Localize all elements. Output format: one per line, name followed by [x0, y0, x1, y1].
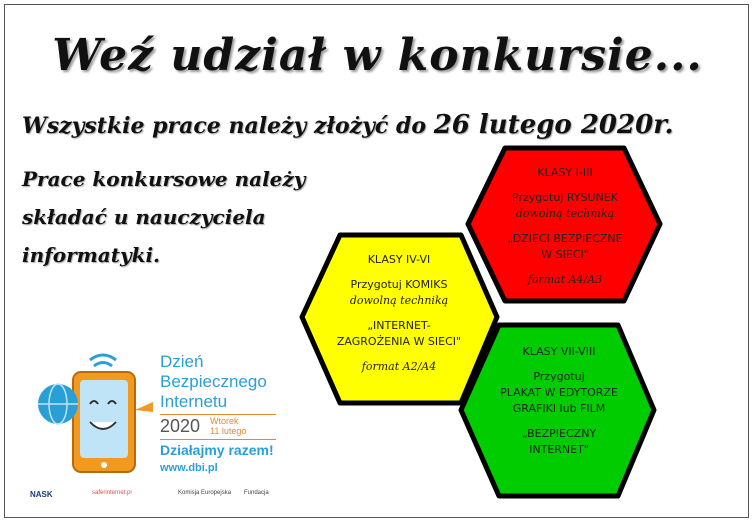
tablet-mascot: [73, 372, 153, 472]
logo-line: Dzień: [160, 352, 204, 371]
logo-date-row: [160, 414, 276, 440]
instructions-line: składać u nauczyciela: [22, 205, 266, 229]
class-label: KLASY VII-VIII: [522, 345, 596, 358]
format-label: format A2/A4: [361, 360, 437, 373]
logo-line: Internetu: [160, 392, 228, 411]
instructions-line: Prace konkursowe należy: [22, 167, 306, 191]
deadline-date: 26 lutego 2020r.: [433, 110, 674, 140]
topic-label: „INTERNET-: [367, 319, 431, 332]
task-label: Przygotuj RYSUNEK: [512, 191, 618, 204]
topic-label: W SIECI": [541, 248, 589, 261]
logo-day: [210, 416, 246, 436]
class-label: KLASY I-III: [537, 166, 593, 179]
logo-slogan: Działajmy razem!: [160, 442, 274, 458]
globe-icon: [38, 384, 78, 424]
partner-eu: Komisja Europejska: [178, 490, 232, 496]
logo-url: www.dbi.pl: [160, 462, 218, 474]
partner-saferinternet: saferinternet.pl: [92, 490, 132, 496]
topic-label: „BEZPIECZNY: [521, 427, 597, 440]
partner-nask: NASK: [30, 490, 53, 499]
format-label: format A4/A3: [527, 273, 603, 286]
category-k7-8: [466, 344, 652, 458]
category-k1-3: [472, 165, 658, 288]
topic-label: INTERNET": [529, 443, 589, 456]
logo-weekday: Wtorek: [210, 416, 239, 426]
logo-line: Bezpiecznego: [160, 372, 267, 391]
instructions-line: informatyki.: [22, 243, 161, 267]
task-label: Przygotuj: [533, 370, 585, 383]
topic-label: „DZIECI BEZPIECZNE: [507, 232, 623, 245]
task-technique: dowolną techniką: [349, 294, 449, 307]
wifi-icon: [90, 355, 116, 366]
task-technique: dowolną techniką: [515, 207, 615, 220]
partner-logos: [30, 490, 280, 506]
task-label: GRAFIKI lub FILM: [512, 402, 606, 415]
deadline-prefix: Wszystkie prace należy złożyć do: [22, 113, 427, 139]
logo-year: 2020: [160, 416, 201, 436]
task-label: PLAKAT W EDYTORZE: [500, 386, 618, 399]
topic-label: ZAGROŻENIA W SIECI": [336, 335, 462, 348]
page-title: Weź udział w konkursie...: [52, 30, 703, 81]
logo-text: [160, 352, 267, 412]
class-label: KLASY IV-VI: [367, 253, 431, 266]
category-k4-6: [306, 252, 492, 375]
logo-date: 11 lutego: [210, 426, 247, 436]
task-label: Przygotuj KOMIKS: [350, 278, 448, 291]
partner-fundacja: Fundacja: [244, 490, 269, 496]
